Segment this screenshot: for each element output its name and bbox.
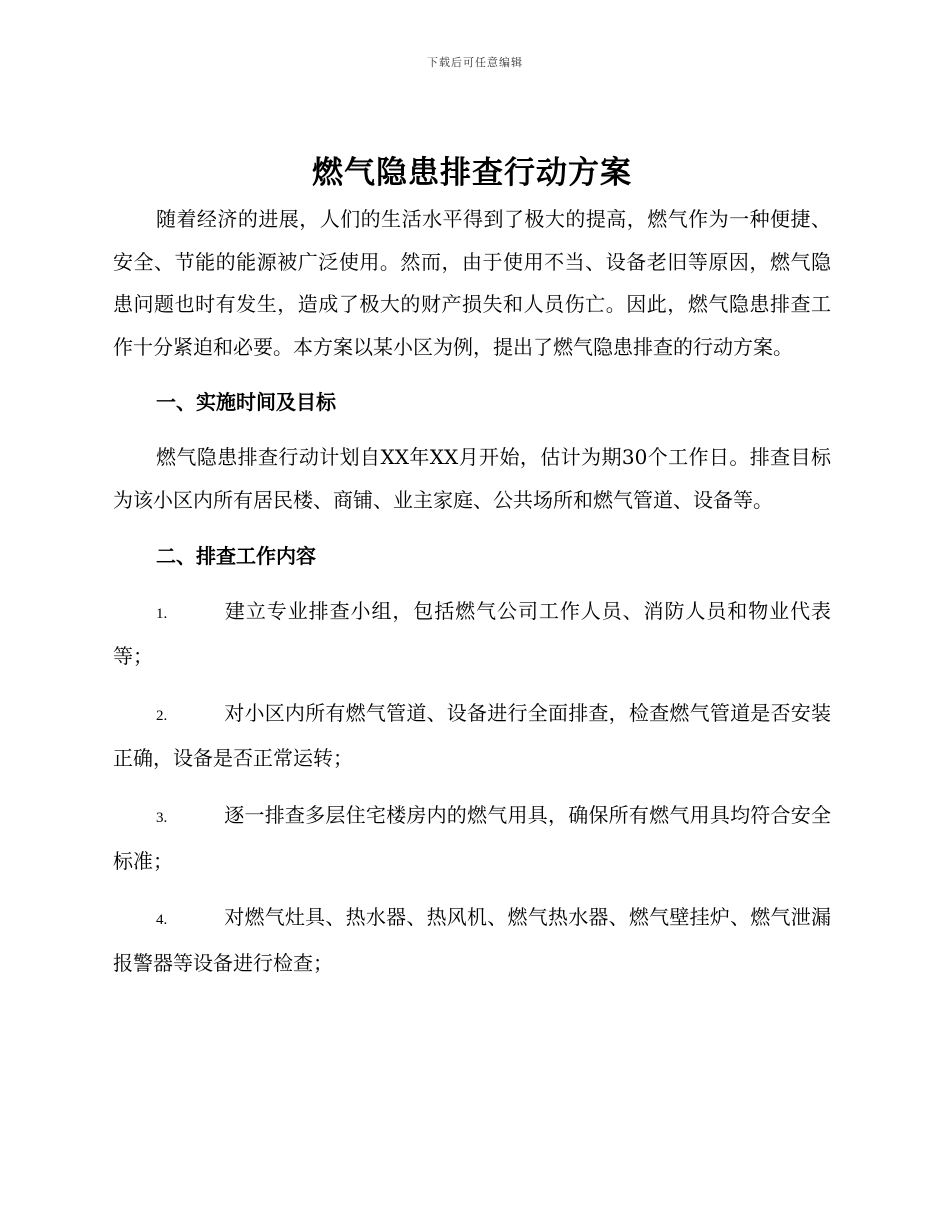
document-body — [113, 148, 831, 984]
list-item-text: 建立专业排查小组，包括燃气公司工作人员、消防人员和物业代表等； — [113, 598, 831, 669]
list-item-text: 对燃气灶具、热水器、热风机、燃气热水器、燃气壁挂炉、燃气泄漏报警器等设备进行检查； — [113, 905, 831, 975]
document-title: 燃气隐患排查行动方案 — [312, 155, 632, 191]
intro-paragraph: 随着经济的进展，人们的生活水平得到了极大的提高，燃气作为一种便捷、安全、节能的能源被广泛使用。然而，由于使用不当、设备老旧等原因，燃气隐患问题也时有发生，造成了极大的财产损失和人员伤亡。因此，燃气隐患排查工作十分紧迫和必要。本方案以某小区为例，提出了燃气隐患排查的行动方案。 — [113, 207, 831, 359]
page-header: 下载后可任意编辑 — [427, 56, 523, 69]
list-item — [113, 896, 831, 984]
list-item-number: 2. — [156, 707, 168, 724]
section-1-body: 燃气隐患排查行动计划自XX年XX月开始，估计为期30个工作日。排查目标为该小区内所有居民楼、商铺、业主家庭、公共场所和燃气管道、设备等。 — [113, 445, 831, 512]
list-item-number: 1. — [156, 605, 168, 622]
section-heading-1: 一、实施时间及目标 — [156, 390, 336, 415]
list-item-text: 对小区内所有燃气管道、设备进行全面排查，检查燃气管道是否安装正确，设备是否正常运转； — [113, 700, 831, 771]
list-item — [113, 692, 831, 780]
list-item — [113, 794, 831, 882]
list-item — [113, 590, 831, 678]
list-item-text: 逐一排查多层住宅楼房内的燃气用具，确保所有燃气用具均符合安全标准； — [113, 802, 831, 873]
list-item-number: 3. — [156, 809, 168, 826]
list-item-number: 4. — [156, 912, 168, 929]
section-heading-2: 二、排查工作内容 — [156, 543, 316, 568]
